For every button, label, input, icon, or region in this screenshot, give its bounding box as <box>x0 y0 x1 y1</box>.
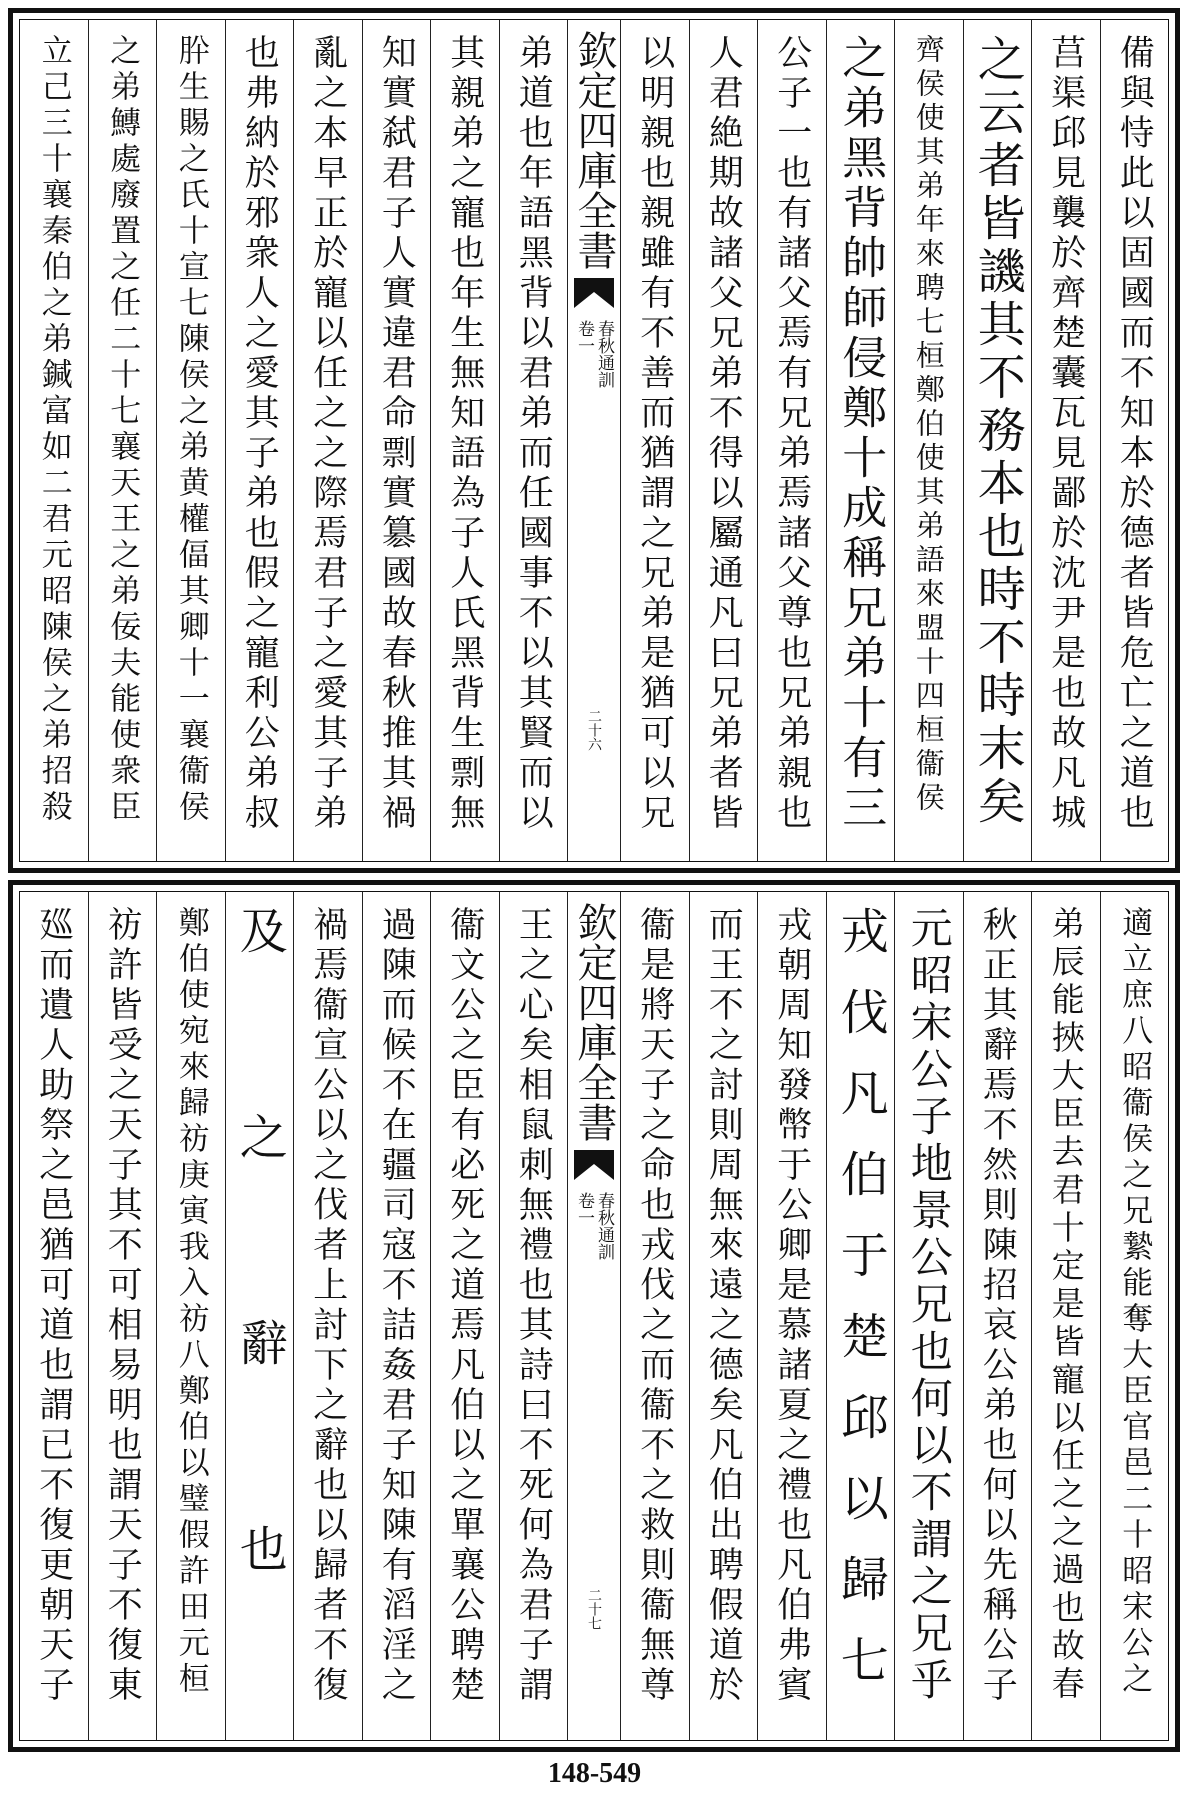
text-column <box>225 892 294 1740</box>
column-text: 廵而遺人助祭之邑猶可道也謂已不復更朝天子 <box>33 906 74 1706</box>
column-text: 祊許皆受之天子其不可相易明也謂天子不復東 <box>102 906 143 1706</box>
column-text: 備與恃此以固國而不知本於德者皆危亡之道也 <box>1114 34 1155 834</box>
column-text: 之云者皆譏其不務本也時不時末矣 <box>969 34 1026 829</box>
column-text: 其親弟之寵也年生無知語為子人氏黑背生剽無 <box>444 34 485 834</box>
text-column <box>20 892 88 1740</box>
text-column <box>894 20 963 861</box>
column-text: 元昭宋公子地景公兄也何以不謂之兄乎 <box>904 906 954 1705</box>
fishtail-ornament-icon <box>574 278 614 308</box>
text-column <box>1100 892 1169 1740</box>
text-column <box>293 20 362 861</box>
column-text: 公子一也有諸父焉有兄弟焉諸父尊也兄弟親也 <box>771 34 812 834</box>
folio-number: 二十七 <box>586 1588 602 1630</box>
text-column <box>1031 892 1100 1740</box>
column-text: 及之辭也 <box>231 906 288 1730</box>
text-column <box>156 892 225 1740</box>
column-text: 王之心矣相鼠刺無禮也其詩曰不死何為君子謂 <box>513 906 554 1706</box>
column-text: 人君絶期故諸父兄弟不得以屬通凡曰兄弟者皆 <box>703 34 744 834</box>
column-text: 鄭伯使宛來歸祊庚寅我入祊八鄭伯以璧假許田元桓 <box>172 906 209 1698</box>
text-column <box>20 20 88 861</box>
column-text: 禍焉衞宣公以之伐者上討下之辭也以歸者不復 <box>307 906 348 1706</box>
column-text: 齊侯使其弟年來聘七桓鄭伯使其弟語來盟十四桓衞侯 <box>911 34 946 816</box>
text-column <box>225 20 294 861</box>
volume-label: 卷一 <box>574 1192 594 1226</box>
top-page <box>8 8 1180 873</box>
column-text: 秋正其辭焉不然則陳招哀公弟也何以先稱公子 <box>977 906 1018 1706</box>
text-column <box>362 892 431 1740</box>
fishtail-ornament-icon <box>574 1150 614 1180</box>
column-text: 適立庶八昭衞侯之兄縶能奪大臣官邑二十昭宋公之 <box>1116 906 1153 1698</box>
top-page-center-margin <box>567 20 620 861</box>
bottom-page <box>8 880 1180 1752</box>
column-text: 弟道也年語黑背以君弟而任國事不以其賢而以 <box>513 34 554 834</box>
folio-number: 二十六 <box>586 709 602 751</box>
text-column <box>757 20 826 861</box>
text-column <box>499 892 568 1740</box>
column-text: 莒渠邱見襲於齊楚囊瓦見鄙於沈尹是也故凡城 <box>1045 34 1086 834</box>
top-page-text-block <box>19 19 1169 862</box>
text-column <box>689 20 758 861</box>
book-title: 欽定四庫全書 <box>571 902 617 1142</box>
book-title: 欽定四庫全書 <box>571 30 617 270</box>
text-column <box>620 20 689 861</box>
text-column <box>362 20 431 861</box>
margin-subtitle <box>575 1192 613 1260</box>
column-text: 亂之本早正於寵以任之之際焉君子之愛其子弟 <box>307 34 348 834</box>
text-column <box>1031 20 1100 861</box>
bottom-page-text-block <box>19 891 1169 1741</box>
text-column <box>88 892 157 1740</box>
sub-title: 春秋通訓 <box>594 320 614 388</box>
column-text: 戎朝周知發幣于公卿是慕諸夏之禮也凡伯弗賓 <box>771 906 812 1706</box>
text-column <box>689 892 758 1740</box>
text-column <box>826 20 895 861</box>
column-text: 立己三十襄秦伯之弟鍼富如二君元昭陳侯之弟招殺 <box>35 34 72 826</box>
column-text: 過陳而候不在疆司寇不詰姦君子知陳有滔淫之 <box>376 906 417 1706</box>
column-text: 知實弑君子人實違君命剽實簒國故春秋推其禍 <box>376 34 417 834</box>
column-text: 戎伐凡伯于楚邱以歸七 <box>832 906 889 1716</box>
text-column <box>156 20 225 861</box>
column-text: 衞文公之臣有必死之道焉凡伯以之單襄公聘楚 <box>444 906 485 1706</box>
text-column <box>620 892 689 1740</box>
text-column <box>963 20 1032 861</box>
volume-label: 卷一 <box>574 320 594 354</box>
margin-subtitle <box>575 320 613 388</box>
text-column <box>430 892 499 1740</box>
text-column <box>894 892 963 1740</box>
column-text: 肸生賜之氏十宣七陳侯之弟黄權偪其卿十一襄衞侯 <box>172 34 209 826</box>
column-text: 之弟黑背帥師侵鄭十成稱兄弟十有三 <box>834 34 888 834</box>
column-text: 之弟鱄處廢置之任二十七襄天王之弟佞夫能使衆臣 <box>104 34 141 826</box>
sub-title: 春秋通訓 <box>594 1192 614 1260</box>
text-column <box>963 892 1032 1740</box>
text-column <box>430 20 499 861</box>
text-column <box>757 892 826 1740</box>
bottom-page-center-margin <box>567 892 620 1740</box>
column-text: 也弗納於邪衆人之愛其子弟也假之寵利公弟叔 <box>239 34 280 834</box>
column-text: 以明親也親雖有不善而猶謂之兄弟是猶可以兄 <box>634 34 675 834</box>
text-column <box>499 20 568 861</box>
text-column <box>826 892 895 1740</box>
column-text: 弟辰能挾大臣去君十定是皆寵以任之之過也故春 <box>1046 906 1086 1704</box>
text-column <box>293 892 362 1740</box>
text-column <box>1100 20 1169 861</box>
page-id-footer: 148-549 <box>547 1758 642 1789</box>
text-column <box>88 20 157 861</box>
column-text: 衞是將天子之命也戎伐之而衞不之救則衞無尊 <box>634 906 675 1706</box>
column-text: 而王不之討則周無來遠之德矣凡伯出聘假道於 <box>703 906 744 1706</box>
